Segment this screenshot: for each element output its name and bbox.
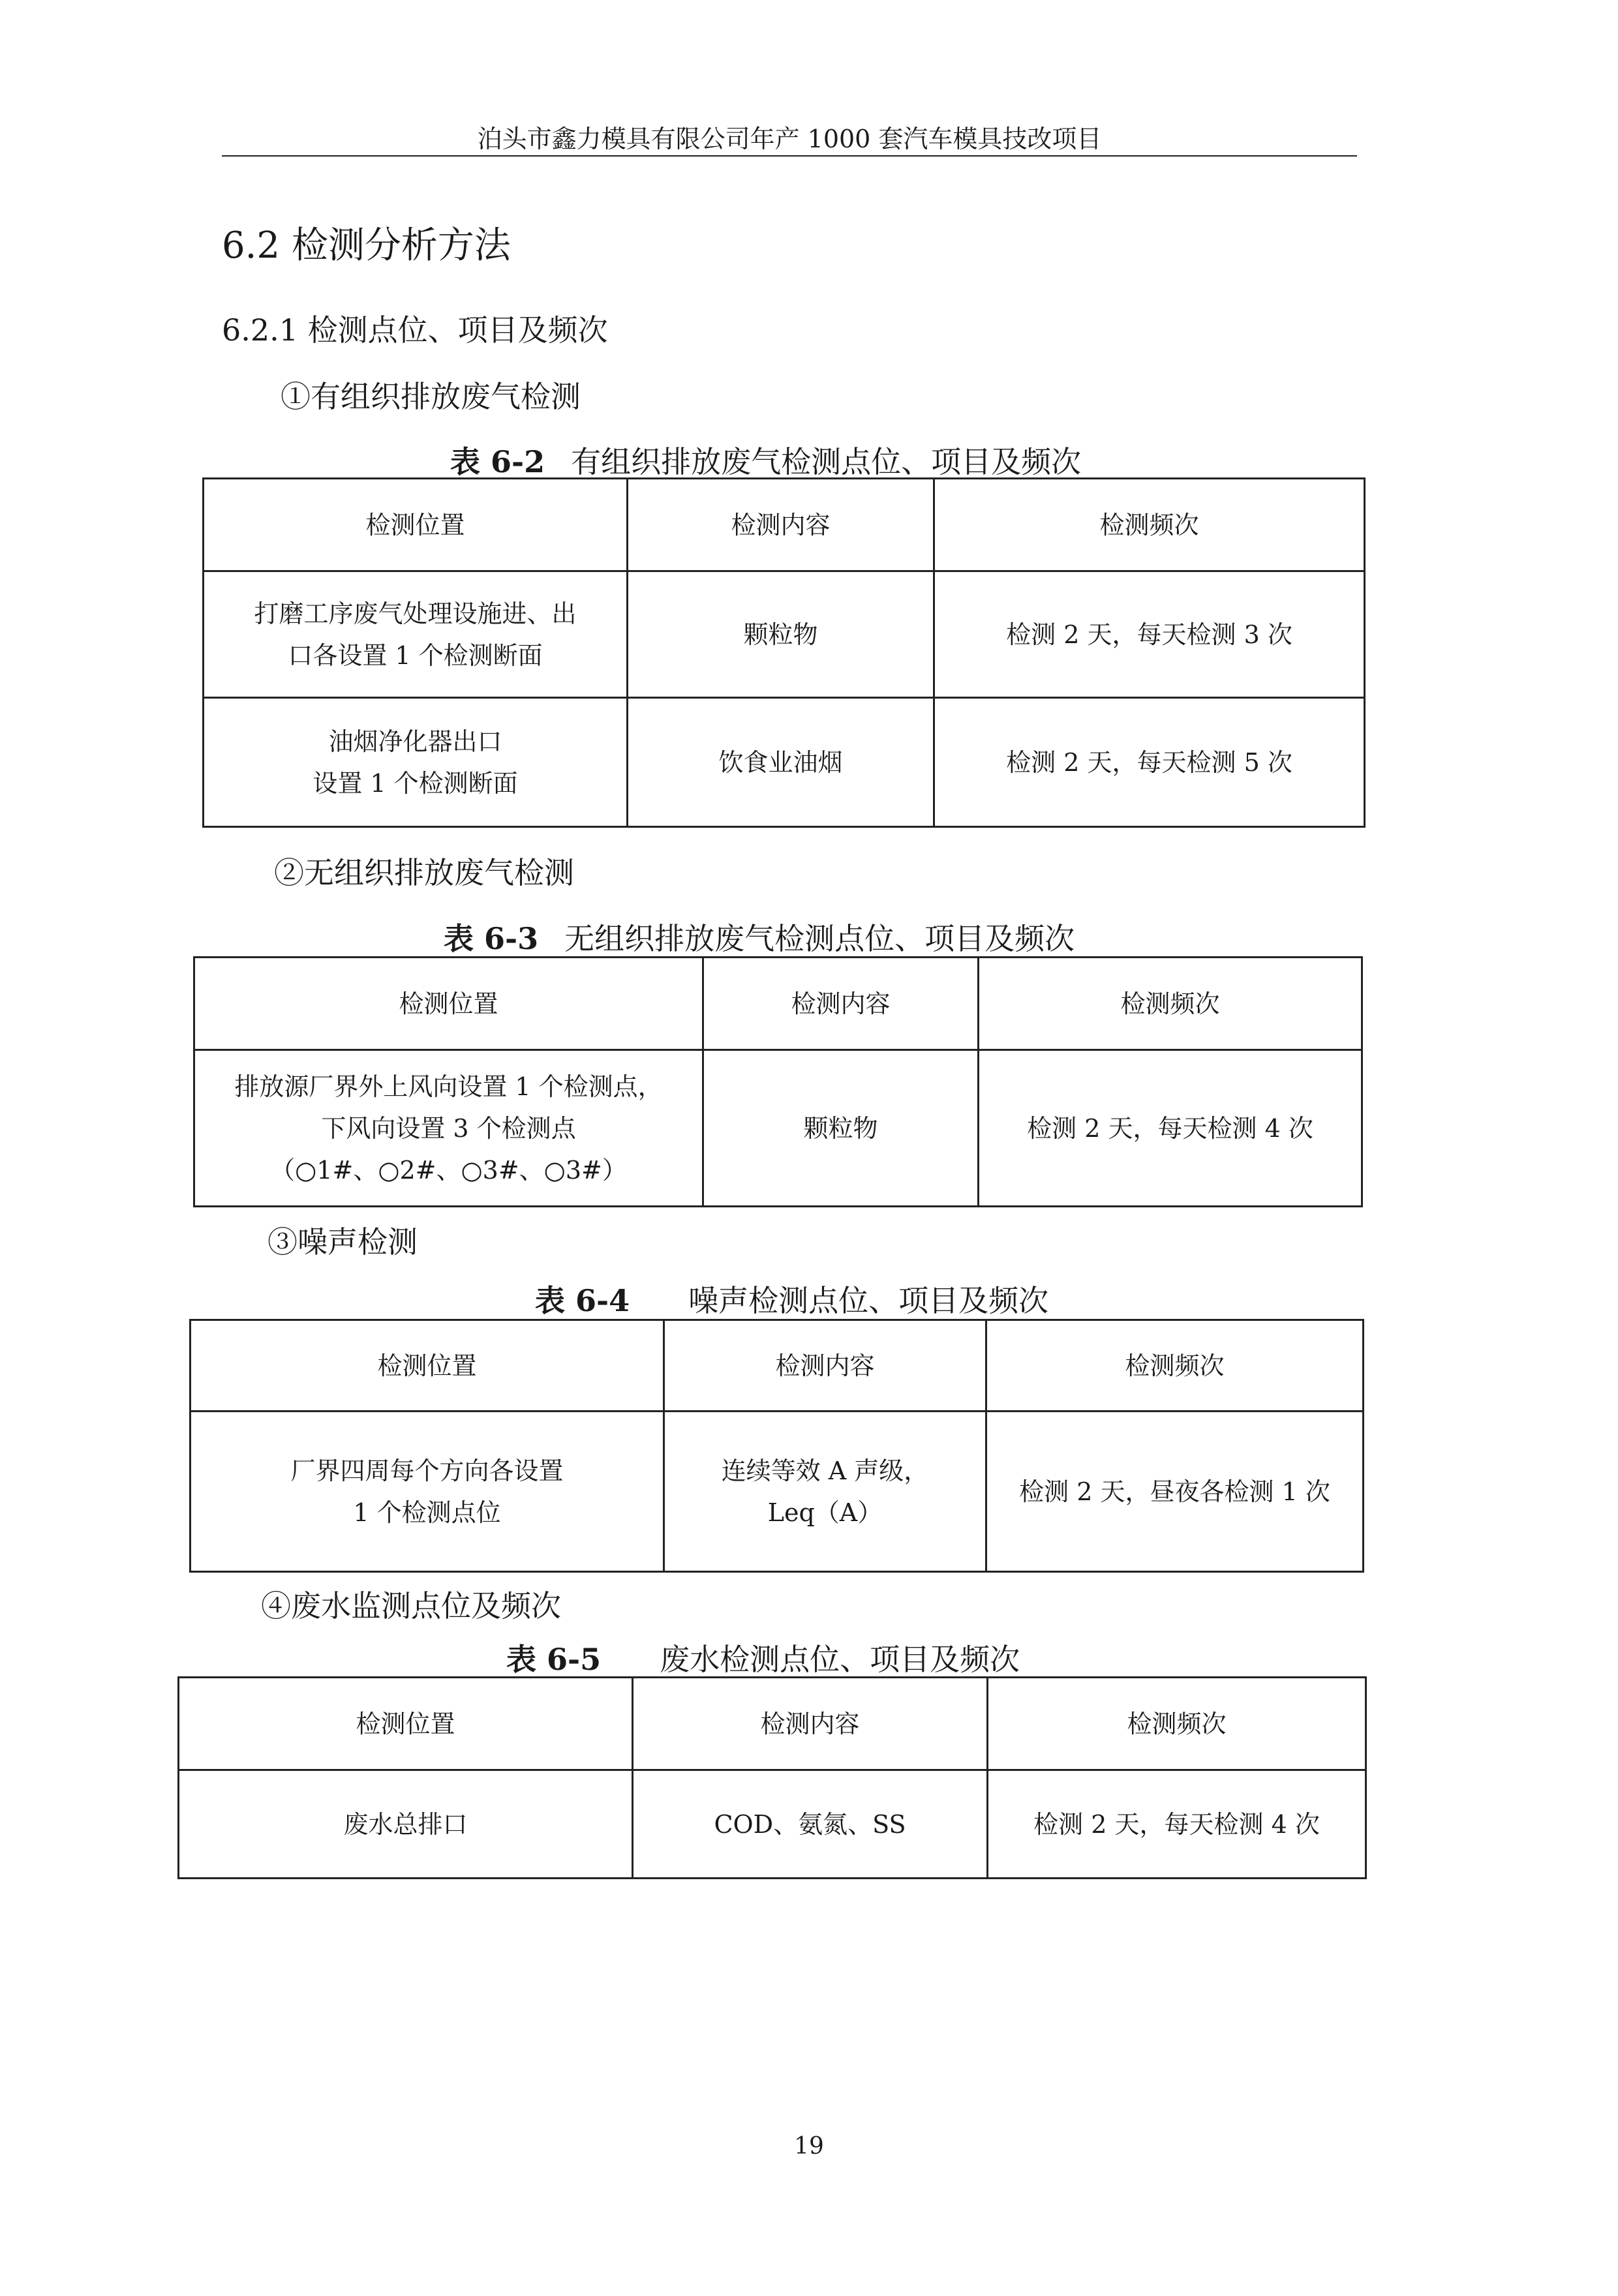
table-row bbox=[204, 571, 1365, 698]
cell-line: （○1#、○2#、○3#、○3#） bbox=[270, 1155, 627, 1185]
table-header-row bbox=[204, 479, 1365, 571]
cell-position bbox=[191, 1412, 664, 1572]
table-header-row bbox=[191, 1320, 1364, 1412]
cell-line: 排放源厂界外上风向设置 1 个检测点， bbox=[234, 1072, 663, 1101]
item-heading-noise: ③噪声检测 bbox=[267, 1224, 418, 1260]
table-caption-6-2 bbox=[450, 438, 1081, 481]
table-6-2 bbox=[202, 477, 1366, 828]
cell-content: 颗粒物 bbox=[703, 1050, 979, 1207]
item-heading-organized-gas: ①有组织排放废气检测 bbox=[281, 379, 581, 414]
table-number: 表 6-4 bbox=[535, 1283, 630, 1318]
column-header-content: 检测内容 bbox=[703, 958, 979, 1050]
table-number: 表 6-5 bbox=[506, 1642, 602, 1677]
table-title: 无组织排放废气检测点位、项目及频次 bbox=[564, 921, 1075, 956]
column-header-position: 检测位置 bbox=[194, 958, 703, 1050]
section-title: 6.2 检测分析方法 bbox=[222, 224, 511, 267]
column-header-position: 检测位置 bbox=[204, 479, 628, 571]
table-6-3 bbox=[193, 956, 1363, 1207]
table-row bbox=[191, 1412, 1364, 1572]
column-header-content: 检测内容 bbox=[633, 1678, 988, 1770]
cell-position bbox=[204, 698, 628, 827]
running-header: 泊头市鑫力模具有限公司年产 1000 套汽车模具技改项目 bbox=[477, 125, 1102, 153]
cell-line: 打磨工序废气处理设施进、出 bbox=[254, 599, 577, 628]
table-caption-6-4 bbox=[535, 1277, 1048, 1320]
cell-frequency: 检测 2 天，每天检测 4 次 bbox=[988, 1770, 1366, 1879]
table-6-4 bbox=[189, 1319, 1364, 1573]
cell-line: 油烟净化器出口 bbox=[328, 727, 502, 756]
cell-position: 废水总排口 bbox=[179, 1770, 633, 1879]
table-caption-6-5 bbox=[506, 1636, 1020, 1679]
column-header-frequency: 检测频次 bbox=[979, 958, 1362, 1050]
table-header-row bbox=[179, 1678, 1366, 1770]
table-caption-6-3 bbox=[444, 915, 1075, 958]
cell-content bbox=[664, 1412, 986, 1572]
cell-frequency: 检测 2 天，每天检测 5 次 bbox=[934, 698, 1365, 827]
cell-position bbox=[194, 1050, 703, 1207]
cell-line: Leq（A） bbox=[767, 1498, 883, 1527]
column-header-content: 检测内容 bbox=[664, 1320, 986, 1412]
cell-content: 饮食业油烟 bbox=[628, 698, 934, 827]
table-row bbox=[194, 1050, 1362, 1207]
table-title: 有组织排放废气检测点位、项目及频次 bbox=[571, 444, 1082, 479]
subsection-title: 6.2.1 检测点位、项目及频次 bbox=[222, 312, 608, 348]
column-header-frequency: 检测频次 bbox=[934, 479, 1365, 571]
cell-line: 设置 1 个检测断面 bbox=[313, 768, 518, 798]
table-row bbox=[179, 1770, 1366, 1879]
table-row bbox=[204, 698, 1365, 827]
column-header-position: 检测位置 bbox=[191, 1320, 664, 1412]
header-rule bbox=[222, 155, 1357, 157]
item-heading-fugitive-gas: ②无组织排放废气检测 bbox=[274, 855, 574, 890]
table-6-5 bbox=[177, 1676, 1367, 1879]
table-number: 表 6-2 bbox=[450, 444, 545, 479]
cell-line: 1 个检测点位 bbox=[353, 1498, 501, 1527]
cell-line: 口各设置 1 个检测断面 bbox=[288, 641, 543, 670]
page-number: 19 bbox=[794, 2133, 824, 2160]
column-header-position: 检测位置 bbox=[179, 1678, 633, 1770]
column-header-content: 检测内容 bbox=[628, 479, 934, 571]
table-header-row bbox=[194, 958, 1362, 1050]
cell-frequency: 检测 2 天，昼夜各检测 1 次 bbox=[986, 1412, 1364, 1572]
cell-content: 颗粒物 bbox=[628, 571, 934, 698]
table-title: 噪声检测点位、项目及频次 bbox=[688, 1283, 1049, 1318]
table-title: 废水检测点位、项目及频次 bbox=[660, 1642, 1020, 1677]
item-heading-wastewater: ④废水监测点位及频次 bbox=[261, 1588, 561, 1624]
cell-position bbox=[204, 571, 628, 698]
column-header-frequency: 检测频次 bbox=[986, 1320, 1364, 1412]
cell-line: 连续等效 A 声级， bbox=[721, 1456, 929, 1485]
cell-content: COD、氨氮、SS bbox=[633, 1770, 988, 1879]
column-header-frequency: 检测频次 bbox=[988, 1678, 1366, 1770]
cell-line: 厂界四周每个方向各设置 bbox=[290, 1456, 564, 1485]
cell-frequency: 检测 2 天，每天检测 3 次 bbox=[934, 571, 1365, 698]
cell-frequency: 检测 2 天，每天检测 4 次 bbox=[979, 1050, 1362, 1207]
cell-line: 下风向设置 3 个检测点 bbox=[321, 1113, 576, 1143]
table-number: 表 6-3 bbox=[444, 921, 539, 956]
